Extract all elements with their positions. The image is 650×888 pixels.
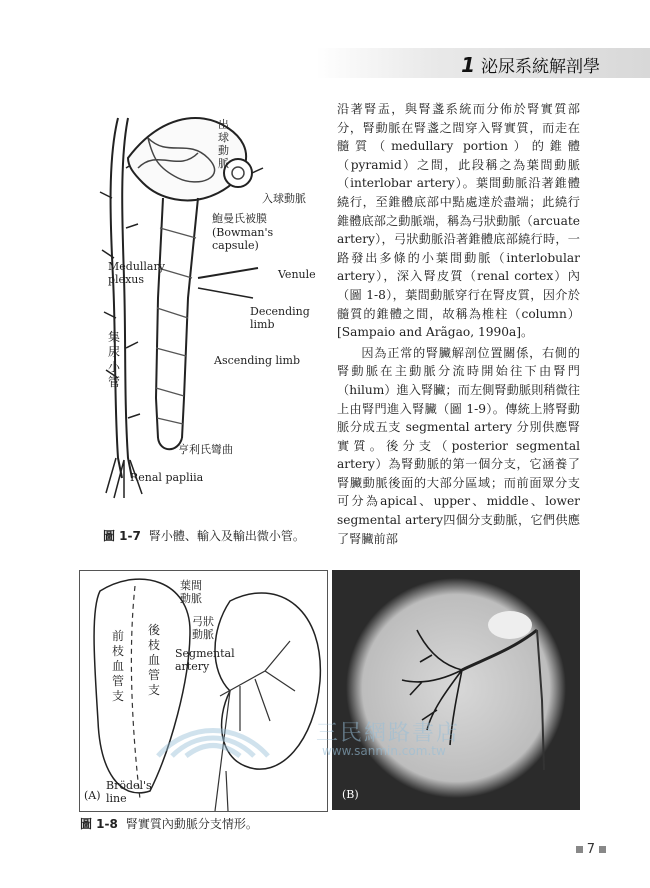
figure-1-8-caption	[80, 815, 258, 832]
label-brodel-line: Brödel's line	[106, 779, 152, 805]
renal-angiogram	[332, 570, 580, 810]
figure-1-7-number: 圖 1-7	[103, 529, 141, 543]
label-afferent-arteriole: 入球動脈	[262, 192, 306, 205]
figure-1-7-caption	[103, 527, 305, 544]
square-bullet-icon	[576, 846, 583, 853]
page-number: 7	[586, 842, 595, 857]
label-loop-of-henle: 亨利氏彎曲	[178, 443, 233, 456]
watermark-url: www.sanmin.com.tw	[322, 744, 446, 758]
chapter-title: 泌尿系統解剖學	[481, 57, 600, 77]
label-descending-limb: Decending limb	[250, 305, 310, 331]
paragraph-1: 沿著腎盂，與腎盞系統而分佈於腎實質部分，腎動脈在腎盞之間穿入腎實質，而走在髓質（medullary portion）的錐體（pyramid）之間，此段稱之為葉間動脈（interlobar artery）。葉間動脈沿著錐體繞行，至錐體底部中點處達於盡端；此繞行錐體底部之動脈端，稱為弓狀動脈（arcuate artery），弓狀動脈沿著錐體底部繞行時，一路發出多條的小葉間動脈（interlobular artery），深入腎皮質（renal cortex）內（圖 1-8），葉間動脈穿行在腎皮質，因介於髓質的錐體之間，故稱為椎柱（column）[Sampaio and Arãgao, 1990a]。	[337, 102, 580, 340]
label-arcuate-artery: 弓狀動脈	[192, 615, 214, 641]
figure-1-8-text: 腎實質內動脈分支情形。	[125, 817, 258, 831]
label-ascending-limb: Ascending limb	[214, 354, 301, 367]
body-text	[337, 100, 580, 548]
chapter-number: 1	[461, 53, 475, 77]
figure-1-8-panel-b	[332, 570, 580, 810]
label-bowman-capsule-cn: 鮑曼氏被膜	[212, 212, 267, 225]
panel-a-label: (A)	[84, 789, 101, 802]
label-collecting-duct: 集尿小管	[108, 330, 121, 389]
square-bullet-icon	[599, 846, 606, 853]
label-renal-papilla: Renal papliia	[130, 471, 204, 484]
figure-1-8-number: 圖 1-8	[80, 817, 118, 831]
label-medullary-plexus: Medullary plexus	[108, 260, 165, 286]
chapter-header	[461, 52, 600, 77]
label-bowman-capsule-en: (Bowman's capsule)	[212, 226, 274, 252]
watermark-name: 三民網路書店	[316, 721, 461, 746]
panel-b-label: (B)	[342, 788, 359, 801]
page-number-block	[572, 842, 610, 857]
label-segmental-artery: Segmental artery	[175, 647, 235, 673]
label-efferent-arteriole: 出球動脈	[218, 118, 229, 170]
label-venule: Venule	[278, 268, 316, 281]
figure-1-8-panel-a	[79, 570, 328, 812]
label-interlobular-artery: 葉間動脈	[180, 579, 202, 605]
label-posterior-branch: 後枝血管支	[148, 623, 161, 697]
figure-1-7-text: 腎小體、輸入及輸出微小管。	[148, 529, 305, 543]
paragraph-2: 因為正常的腎臟解剖位置關係，右側的腎動脈在主動脈分流時開始往下由腎門（hilum）進入腎臟；而左側腎動脈則稍微往上由腎門進入腎臟（圖 1-9）。傳統上將腎動脈分成五支 segmental artery 分別供應腎實質。後分支（posterior segmental artery）為腎動脈的第一個分支，它涵養了腎臟動脈後面的大部分區域；而前面眾分支可分為apical、upper、middle、lower segmental artery四個分支動脈，它們供應了腎臟前部	[337, 345, 580, 546]
label-anterior-branch: 前枝血管支	[112, 629, 125, 703]
